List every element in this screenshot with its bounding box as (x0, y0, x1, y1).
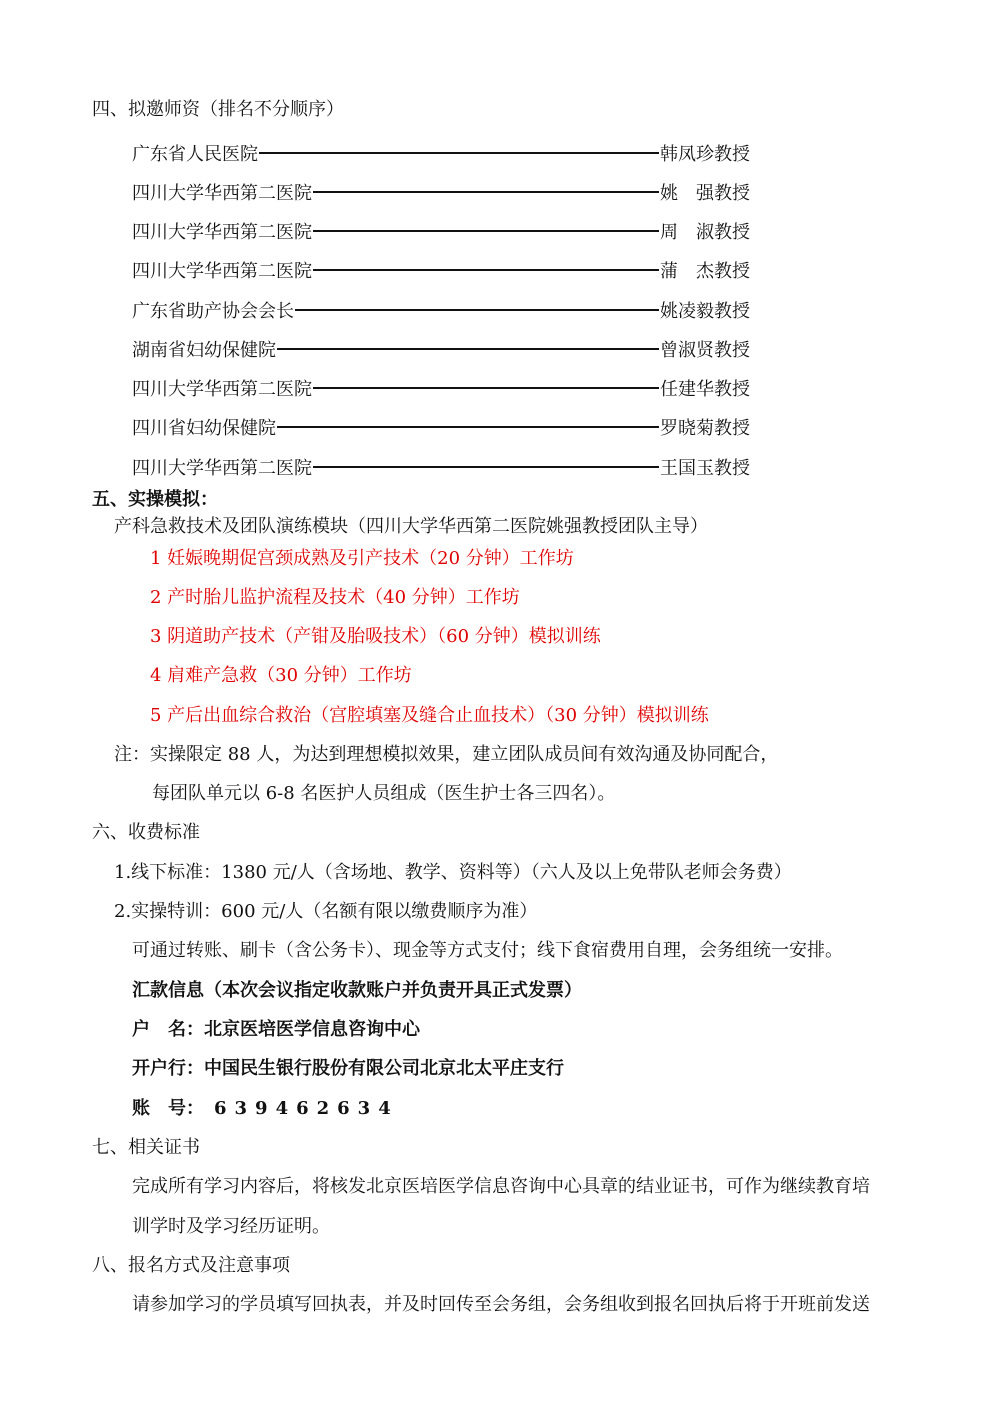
drill-item: 2 产时胎儿监护流程及技术（40 分钟）工作坊 (150, 587, 520, 608)
faculty-professor: 任建华教授 (660, 379, 750, 400)
account-name-label: 户 名： (132, 1019, 204, 1040)
faculty-institution: 四川大学华西第二医院 (132, 222, 312, 243)
faculty-professor: 姚 强教授 (660, 183, 750, 204)
leader-line (313, 269, 659, 271)
faculty-institution: 湖南省妇幼保健院 (132, 340, 276, 361)
payment-methods: 可通过转账、刷卡（含公务卡）、现金等方式支付；线下食宿费用自理，会务组统一安排。 (132, 940, 843, 961)
section4-heading: 四、拟邀师资（排名不分顺序） (92, 99, 344, 120)
drill-item: 3 阴道助产技术（产钳及胎吸技术）（60 分钟）模拟训练 (150, 626, 601, 647)
leader-line (313, 387, 659, 389)
drill-item: 1 妊娠晚期促宫颈成熟及引产技术（20 分钟）工作坊 (150, 548, 574, 569)
bank-row (132, 1057, 564, 1081)
account-number-row (132, 1097, 399, 1121)
leader-line (295, 309, 659, 311)
note-line: 注：实操限定 88 人，为达到理想模拟效果，建立团队成员间有效沟通及协同配合， (114, 744, 779, 765)
account-number: 639462634 (214, 1098, 399, 1119)
faculty-professor: 韩凤珍教授 (660, 144, 750, 165)
bank-name: 中国民生银行股份有限公司北京北太平庄支行 (204, 1058, 564, 1079)
faculty-row (132, 180, 750, 204)
leader-line (313, 230, 659, 232)
leader-line (259, 152, 659, 154)
account-name-row (132, 1018, 420, 1042)
account-name: 北京医培医学信息咨询中心 (204, 1019, 420, 1040)
bank-label: 开户行： (132, 1058, 204, 1079)
leader-line (313, 466, 659, 468)
faculty-institution: 四川省妇幼保健院 (132, 418, 276, 439)
section5-heading: 五、实操模拟： (92, 489, 218, 510)
account-number-label: 账 号： (132, 1098, 204, 1119)
faculty-row (132, 258, 750, 282)
drill-item: 5 产后出血综合救治（宫腔填塞及缝合止血技术）（30 分钟）模拟训练 (150, 705, 709, 726)
faculty-institution: 四川大学华西第二医院 (132, 379, 312, 400)
leader-line (277, 426, 659, 428)
faculty-row (132, 219, 750, 243)
certificate-text: 训学时及学习经历证明。 (132, 1216, 330, 1237)
faculty-row (132, 376, 750, 400)
leader-line (277, 348, 659, 350)
faculty-professor: 罗晓菊教授 (660, 418, 750, 439)
note-line: 每团队单元以 6-8 名医护人员组成（医生护士各三四名）。 (152, 783, 616, 804)
section8-heading: 八、报名方式及注意事项 (92, 1255, 290, 1276)
faculty-professor: 周 淑教授 (660, 222, 750, 243)
leader-line (313, 191, 659, 193)
fee-line: 1.线下标准：1380 元/人（含场地、教学、资料等）（六人及以上免带队老师会务费） (114, 862, 792, 883)
drill-item: 4 肩难产急救（30 分钟）工作坊 (150, 665, 412, 686)
module-title: 产科急救技术及团队演练模块（四川大学华西第二医院姚强教授团队主导） (114, 516, 708, 537)
section7-heading: 七、相关证书 (92, 1137, 200, 1158)
faculty-institution: 四川大学华西第二医院 (132, 261, 312, 282)
fee-line: 2.实操特训：600 元/人（名额有限以缴费顺序为准） (114, 901, 538, 922)
faculty-professor: 蒲 杰教授 (660, 261, 750, 282)
faculty-row (132, 141, 750, 165)
faculty-row (132, 337, 750, 361)
registration-text: 请参加学习的学员填写回执表，并及时回传至会务组，会务组收到报名回执后将于开班前发送 (132, 1294, 870, 1315)
faculty-professor: 姚凌毅教授 (660, 301, 750, 322)
remit-title: 汇款信息（本次会议指定收款账户并负责开具正式发票） (132, 980, 582, 1001)
faculty-professor: 曾淑贤教授 (660, 340, 750, 361)
faculty-institution: 四川大学华西第二医院 (132, 458, 312, 479)
section6-heading: 六、收费标准 (92, 822, 200, 843)
faculty-institution: 广东省人民医院 (132, 144, 258, 165)
faculty-row (132, 415, 750, 439)
faculty-professor: 王国玉教授 (660, 458, 750, 479)
faculty-institution: 四川大学华西第二医院 (132, 183, 312, 204)
faculty-row (132, 298, 750, 322)
certificate-text: 完成所有学习内容后，将核发北京医培医学信息咨询中心具章的结业证书，可作为继续教育培 (132, 1176, 870, 1197)
faculty-row (132, 455, 750, 479)
faculty-institution: 广东省助产协会会长 (132, 301, 294, 322)
